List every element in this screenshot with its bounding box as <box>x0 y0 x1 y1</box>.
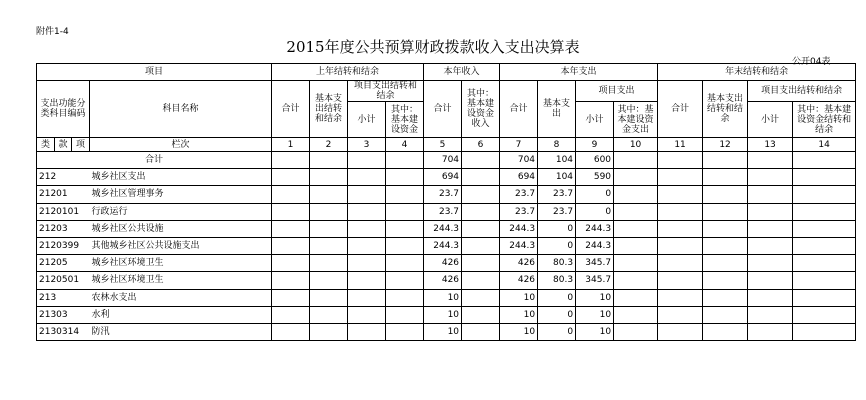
col-num: 2 <box>310 138 348 152</box>
row-empty-col-1 <box>272 152 310 169</box>
row-empty-col-3 <box>348 272 386 289</box>
row-value-col-9: 590 <box>576 169 614 186</box>
row-empty-col-10 <box>614 237 658 254</box>
row-empty-col-2 <box>310 152 348 169</box>
row-empty-col-11 <box>658 289 703 306</box>
row-value-col-8: 23.7 <box>538 186 576 203</box>
expense-group-header: 本年支出 <box>500 64 658 81</box>
row-empty-col-11 <box>658 255 703 272</box>
row-empty-col-14 <box>793 186 856 203</box>
row-empty-col-11 <box>658 169 703 186</box>
section-header: 款 <box>55 138 72 152</box>
row-empty-col-14 <box>793 169 856 186</box>
row-empty-col-1 <box>272 220 310 237</box>
row-empty-col-3 <box>348 186 386 203</box>
table-row <box>37 220 856 237</box>
row-empty-col-6 <box>462 203 500 220</box>
row-value-col-5: 694 <box>424 169 462 186</box>
table-row <box>37 306 856 323</box>
row-empty-col-10 <box>614 306 658 323</box>
table-row <box>37 323 856 340</box>
table-row <box>37 289 856 306</box>
row-empty-col-14 <box>793 289 856 306</box>
row-empty-col-12 <box>703 323 748 340</box>
end-total-header: 合计 <box>658 81 703 138</box>
row-empty-col-3 <box>348 203 386 220</box>
row-value-col-8: 0 <box>538 289 576 306</box>
row-value-col-5: 244.3 <box>424 220 462 237</box>
end-proj-header: 项目支出结转和结余 <box>748 81 856 102</box>
row-empty-col-12 <box>703 289 748 306</box>
row-name: 城乡社区支出 <box>90 169 272 186</box>
col-num: 7 <box>500 138 538 152</box>
row-empty-col-4 <box>386 289 424 306</box>
row-value-col-8: 80.3 <box>538 272 576 289</box>
row-empty-col-11 <box>658 186 703 203</box>
row-empty-col-11 <box>658 237 703 254</box>
prev-basic-header: 基本支出结转和结余 <box>310 81 348 138</box>
table-row <box>37 255 856 272</box>
row-name: 其他城乡社区公共设施支出 <box>90 237 272 254</box>
exp-proj-header: 项目支出 <box>576 81 658 102</box>
row-empty-col-3 <box>348 323 386 340</box>
row-empty-col-14 <box>793 272 856 289</box>
row-empty-col-12 <box>703 152 748 169</box>
subject-name-header: 科目名称 <box>90 81 272 138</box>
row-value-col-9: 345.7 <box>576 255 614 272</box>
row-empty-col-4 <box>386 220 424 237</box>
col-num: 3 <box>348 138 386 152</box>
row-value-col-9: 244.3 <box>576 220 614 237</box>
row-code: 21201 <box>37 186 90 203</box>
col-num: 1 <box>272 138 310 152</box>
row-value-col-7: 244.3 <box>500 220 538 237</box>
row-value-col-9: 600 <box>576 152 614 169</box>
row-empty-col-4 <box>386 203 424 220</box>
row-value-col-5: 10 <box>424 289 462 306</box>
row-empty-col-3 <box>348 255 386 272</box>
row-empty-col-10 <box>614 272 658 289</box>
row-empty-col-14 <box>793 255 856 272</box>
row-value-col-8: 23.7 <box>538 203 576 220</box>
row-name: 城乡社区管理事务 <box>90 186 272 203</box>
row-empty-col-12 <box>703 306 748 323</box>
attachment-label: 附件1-4 <box>36 27 69 37</box>
row-empty-col-3 <box>348 237 386 254</box>
row-empty-col-13 <box>748 255 793 272</box>
row-empty-col-13 <box>748 203 793 220</box>
row-empty-col-6 <box>462 306 500 323</box>
row-empty-col-4 <box>386 237 424 254</box>
row-empty-col-12 <box>703 169 748 186</box>
row-empty-col-3 <box>348 152 386 169</box>
row-value-col-7: 10 <box>500 323 538 340</box>
row-empty-col-3 <box>348 306 386 323</box>
row-empty-col-1 <box>272 169 310 186</box>
table-row <box>37 169 856 186</box>
row-empty-col-1 <box>272 186 310 203</box>
col-num: 6 <box>462 138 500 152</box>
row-value-col-7: 426 <box>500 255 538 272</box>
row-name: 农林水支出 <box>90 289 272 306</box>
row-empty-col-2 <box>310 306 348 323</box>
row-empty-col-4 <box>386 306 424 323</box>
row-empty-col-13 <box>748 272 793 289</box>
row-empty-col-10 <box>614 323 658 340</box>
row-value-col-9: 0 <box>576 186 614 203</box>
row-empty-col-11 <box>658 306 703 323</box>
row-empty-col-14 <box>793 203 856 220</box>
row-value-col-7: 23.7 <box>500 203 538 220</box>
col-num: 12 <box>703 138 748 152</box>
row-empty-col-2 <box>310 272 348 289</box>
row-empty-col-4 <box>386 272 424 289</box>
row-value-col-8: 0 <box>538 306 576 323</box>
row-empty-col-1 <box>272 237 310 254</box>
row-name: 防汛 <box>90 323 272 340</box>
row-empty-col-1 <box>272 289 310 306</box>
row-empty-col-2 <box>310 323 348 340</box>
exp-ofwhich-header: 其中：基本建设资金支出 <box>614 102 658 138</box>
row-code: 21205 <box>37 255 90 272</box>
row-value-col-5: 10 <box>424 323 462 340</box>
row-code: 21303 <box>37 306 90 323</box>
row-empty-col-10 <box>614 289 658 306</box>
row-code: 2120399 <box>37 237 90 254</box>
row-empty-col-13 <box>748 186 793 203</box>
row-empty-col-6 <box>462 169 500 186</box>
row-value-col-9: 244.3 <box>576 237 614 254</box>
row-empty-col-14 <box>793 152 856 169</box>
row-empty-col-2 <box>310 203 348 220</box>
row-value-col-5: 23.7 <box>424 203 462 220</box>
col-num: 4 <box>386 138 424 152</box>
row-value-col-8: 104 <box>538 152 576 169</box>
row-empty-col-14 <box>793 306 856 323</box>
row-empty-col-12 <box>703 272 748 289</box>
row-value-col-5: 23.7 <box>424 186 462 203</box>
row-empty-col-14 <box>793 220 856 237</box>
end-subtotal-header: 小计 <box>748 102 793 138</box>
row-empty-col-4 <box>386 169 424 186</box>
row-empty-col-13 <box>748 289 793 306</box>
row-empty-col-6 <box>462 272 500 289</box>
col-num: 5 <box>424 138 462 152</box>
row-value-col-9: 10 <box>576 323 614 340</box>
prev-total-header: 合计 <box>272 81 310 138</box>
row-value-col-8: 104 <box>538 169 576 186</box>
row-empty-col-4 <box>386 323 424 340</box>
row-value-col-8: 80.3 <box>538 255 576 272</box>
row-empty-col-3 <box>348 169 386 186</box>
row-empty-col-4 <box>386 152 424 169</box>
row-code: 21203 <box>37 220 90 237</box>
row-empty-col-13 <box>748 152 793 169</box>
table-row <box>37 272 856 289</box>
table-row <box>37 203 856 220</box>
prev-proj-header: 项目支出结转和结余 <box>348 81 424 102</box>
row-value-col-5: 426 <box>424 272 462 289</box>
row-empty-col-14 <box>793 323 856 340</box>
row-empty-col-10 <box>614 186 658 203</box>
row-empty-col-6 <box>462 255 500 272</box>
col-num: 10 <box>614 138 658 152</box>
row-empty-col-12 <box>703 203 748 220</box>
table-row <box>37 152 856 169</box>
row-name: 城乡社区环境卫生 <box>90 272 272 289</box>
row-empty-col-6 <box>462 323 500 340</box>
row-empty-col-12 <box>703 220 748 237</box>
row-value-col-7: 244.3 <box>500 237 538 254</box>
page-title: 2015年度公共预算财政拨款收入支出决算表 <box>286 38 580 56</box>
row-empty-col-11 <box>658 272 703 289</box>
row-code: 2120101 <box>37 203 90 220</box>
income-group-header: 本年收入 <box>424 64 500 81</box>
row-value-col-5: 244.3 <box>424 237 462 254</box>
exp-basic-header: 基本支出 <box>538 81 576 138</box>
col-num: 9 <box>576 138 614 152</box>
row-empty-col-1 <box>272 272 310 289</box>
row-value-col-8: 0 <box>538 220 576 237</box>
item-header: 项 <box>72 138 90 152</box>
row-empty-col-10 <box>614 169 658 186</box>
row-value-col-9: 10 <box>576 306 614 323</box>
row-empty-col-3 <box>348 220 386 237</box>
row-value-col-8: 0 <box>538 237 576 254</box>
row-code: 2130314 <box>37 323 90 340</box>
row-empty-col-14 <box>793 237 856 254</box>
row-value-col-7: 694 <box>500 169 538 186</box>
row-name: 城乡社区公共设施 <box>90 220 272 237</box>
col-num: 11 <box>658 138 703 152</box>
table-row <box>37 186 856 203</box>
end-basic-header: 基本支出结转和结余 <box>703 81 748 138</box>
row-empty-col-10 <box>614 220 658 237</box>
prev-ofwhich-header: 其中：基本建设资金 <box>386 102 424 138</box>
row-value-col-9: 10 <box>576 289 614 306</box>
row-empty-col-2 <box>310 220 348 237</box>
row-code: 212 <box>37 169 90 186</box>
income-ofwhich-header: 其中：基本建设资金收入 <box>462 81 500 138</box>
row-value-col-7: 426 <box>500 272 538 289</box>
row-empty-col-2 <box>310 237 348 254</box>
row-name: 行政运行 <box>90 203 272 220</box>
exp-subtotal-header: 小计 <box>576 102 614 138</box>
row-empty-col-12 <box>703 237 748 254</box>
row-empty-col-4 <box>386 255 424 272</box>
end-ofwhich-header: 其中：基本建设资金结转和结余 <box>793 102 856 138</box>
income-total-header: 合计 <box>424 81 462 138</box>
row-empty-col-10 <box>614 203 658 220</box>
row-empty-col-2 <box>310 186 348 203</box>
row-empty-col-6 <box>462 152 500 169</box>
row-empty-col-1 <box>272 306 310 323</box>
row-name: 城乡社区环境卫生 <box>90 255 272 272</box>
row-empty-col-6 <box>462 289 500 306</box>
col-num: 14 <box>793 138 856 152</box>
row-empty-col-13 <box>748 306 793 323</box>
table-row <box>37 237 856 254</box>
row-empty-col-12 <box>703 186 748 203</box>
row-value-col-7: 10 <box>500 306 538 323</box>
row-empty-col-4 <box>386 186 424 203</box>
prev-subtotal-header: 小计 <box>348 102 386 138</box>
row-value-col-5: 704 <box>424 152 462 169</box>
item-group-header: 项目 <box>37 64 272 81</box>
row-empty-col-13 <box>748 323 793 340</box>
row-empty-col-13 <box>748 237 793 254</box>
col-num: 13 <box>748 138 793 152</box>
row-empty-col-1 <box>272 323 310 340</box>
column-order-header: 栏次 <box>90 138 272 152</box>
row-value-col-7: 704 <box>500 152 538 169</box>
row-empty-col-11 <box>658 152 703 169</box>
row-empty-col-6 <box>462 237 500 254</box>
budget-table <box>36 63 856 341</box>
row-value-col-9: 345.7 <box>576 272 614 289</box>
row-empty-col-2 <box>310 169 348 186</box>
row-empty-col-11 <box>658 323 703 340</box>
col-num: 8 <box>538 138 576 152</box>
func-code-header: 支出功能分类科目编码 <box>37 81 90 138</box>
row-empty-col-11 <box>658 203 703 220</box>
row-empty-col-6 <box>462 186 500 203</box>
row-empty-col-11 <box>658 220 703 237</box>
row-empty-col-1 <box>272 203 310 220</box>
prev-carry-group-header: 上年结转和结余 <box>272 64 424 81</box>
row-empty-col-13 <box>748 169 793 186</box>
row-value-col-5: 426 <box>424 255 462 272</box>
row-empty-col-12 <box>703 255 748 272</box>
row-value-col-8: 0 <box>538 323 576 340</box>
row-empty-col-10 <box>614 255 658 272</box>
row-code: 2120501 <box>37 272 90 289</box>
row-empty-col-2 <box>310 255 348 272</box>
row-empty-col-13 <box>748 220 793 237</box>
row-value-col-5: 10 <box>424 306 462 323</box>
row-code: 213 <box>37 289 90 306</box>
row-empty-col-6 <box>462 220 500 237</box>
row-empty-col-10 <box>614 152 658 169</box>
row-empty-col-3 <box>348 289 386 306</box>
table-number-label: 公开04表 <box>792 57 831 67</box>
row-total-label: 合计 <box>37 152 272 169</box>
kind-header: 类 <box>37 138 55 152</box>
exp-total-header: 合计 <box>500 81 538 138</box>
row-name: 水利 <box>90 306 272 323</box>
end-carry-group-header: 年末结转和结余 <box>658 64 856 81</box>
row-value-col-9: 0 <box>576 203 614 220</box>
row-empty-col-2 <box>310 289 348 306</box>
row-value-col-7: 23.7 <box>500 186 538 203</box>
row-value-col-7: 10 <box>500 289 538 306</box>
row-empty-col-1 <box>272 255 310 272</box>
